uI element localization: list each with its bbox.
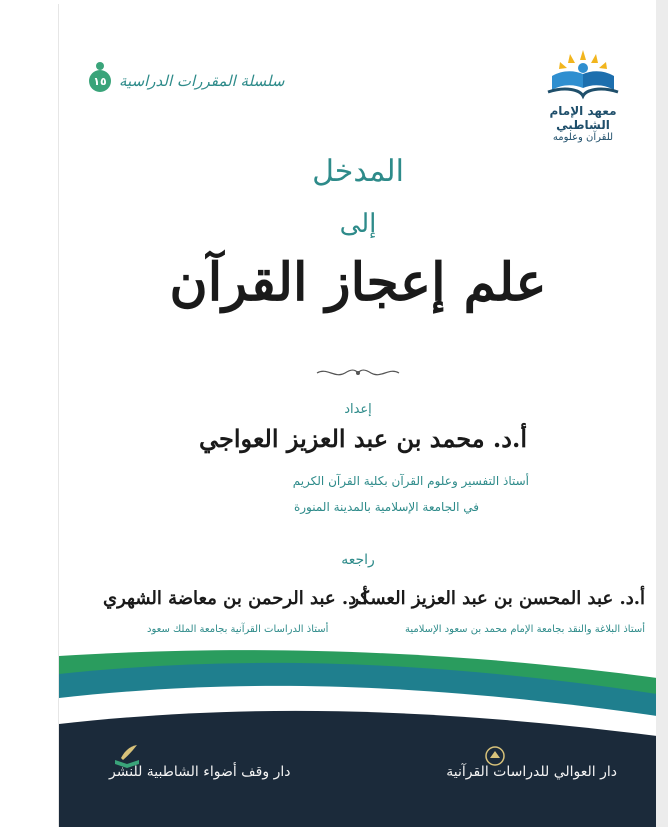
publisher-left: دار وقف أضواء الشاطبية للنشر [109,764,291,780]
open-book-icon [540,44,626,102]
reviewer2-name: أ.د. عبد الرحمن بن معاضة الشهري [103,588,368,609]
ornament-divider [315,366,401,380]
reviewer1-description: أستاذ البلاغة والنقد بجامعة الإمام محمد بن سعود الإسلامية [404,624,645,635]
author-description-line2: في الجامعة الإسلامية بالمدينة المنورة [293,500,479,514]
series-badge-group [89,70,284,92]
author-name: أ.د. محمد بن عبد العزيز العواجي [199,424,527,453]
book-cover [58,4,657,827]
page-right-edge [656,0,668,827]
reviewer2-description: أستاذ الدراسات القرآنية بجامعة الملك سعود [147,624,329,635]
reviewed-by-label: راجعه [341,552,375,568]
title-middle: إلى [339,209,377,239]
book-title: علم إعجاز القرآن [169,252,547,313]
logo-name: معهد الإمام الشاطبي [549,104,617,132]
prepared-by-label: إعداد [344,402,372,417]
reviewer1-name: أ.د. عبد المحسن بن عبد العزيز العسكر [350,588,645,609]
page-left-margin [0,0,58,827]
series-number-badge: ١٥ [89,70,111,92]
series-label: سلسلة المقررات الدراسية [119,72,285,90]
logo-subtitle: للقرآن وعلومه [552,132,614,143]
publisher-right: دار العوالي للدراسات القرآنية [446,764,617,780]
institute-logo [537,44,629,154]
bottom-color-band [59,644,657,827]
title-top: المدخل [312,154,404,189]
author-description-line1: أستاذ التفسير وعلوم القرآن بكلية القرآن الكريم [292,474,529,488]
